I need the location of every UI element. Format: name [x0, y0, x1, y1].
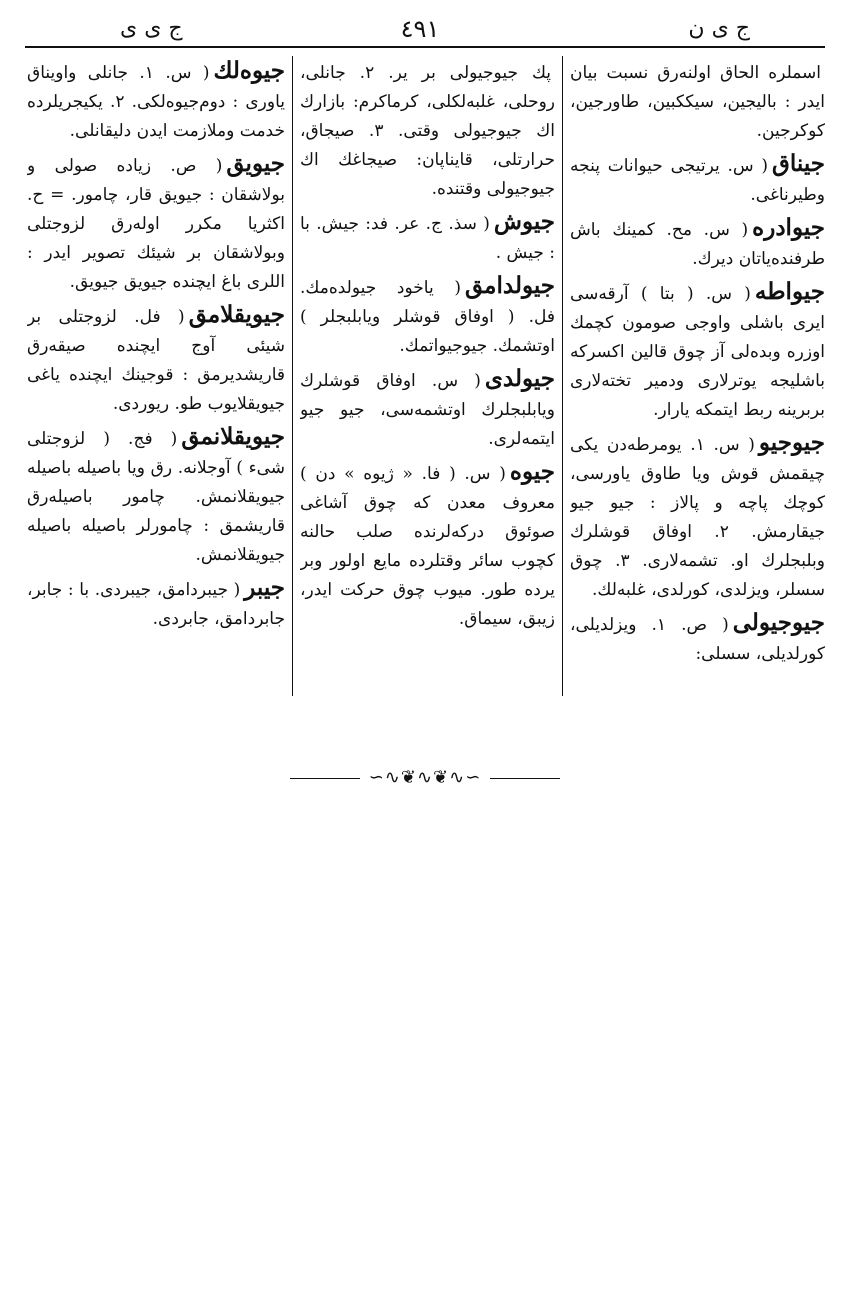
- definition: ( س. ۱. یومرطه‌دن یکی چیقمش قوش ویا طاوق یاورسی، کوچك پاچه و پالاز : جیو جیو جیقارمش. ۲. اوفاق قوشلرك وبلبجلرك او. تشمه‌لاری. ۳. چوق سسلر، ویزلدی، کورلدی، غلبه‌لك.: [570, 435, 825, 600]
- definition: ( س. ( فا. « ژیوه » دن ) معروف معدن که چوق آشاغی صوئوق درکه‌لرنده صلب حالنه کچوب سائر وقتلرده مایع اولور وبر یرده طور. میوب چوق حرکت ایدر، زیبق، سیماق.: [300, 464, 555, 629]
- definition: ( ص. زیاده صولی و بولاشقان : جیویق قار، چامور. = ح. اکثریا مکرر اوله‌رق لزوجتلی وبولاشقان بر شیئك تصویر ایدر : اللری باغ ایچنده جیویق جیویق.: [27, 156, 285, 292]
- definition: ( س. ۱. جانلی واویناق یاوری : دوم‌جیوه‌لکی. ۲. یکیجریلرده خدمت وملازمت ایدن دلیقانلی.: [27, 63, 285, 141]
- definition: ( سذ. ج. عر. فد: جیش. با : جیش .: [300, 214, 555, 263]
- ornament-flourish-icon: ∽∿❦∿❦∿∽: [368, 767, 482, 788]
- entry: [570, 213, 825, 274]
- column-divider: [292, 56, 293, 696]
- entry: [570, 277, 825, 425]
- definition: ( س. یرتیجی حیوانات پنجه وطیرناغی.: [570, 156, 825, 205]
- end-ornament: [290, 766, 560, 792]
- headword: جیوجیولی: [732, 609, 825, 636]
- headword: جیناق: [772, 150, 825, 177]
- headword: جیوادره: [752, 214, 825, 241]
- headword: جیولدامق: [464, 272, 555, 299]
- definition: ( ص. ۱. ویزلدیلی، کورلدیلی، سسلی:: [570, 615, 825, 664]
- headword: جیوش: [493, 208, 555, 235]
- definition: ( س. ( بتا ) آرقه‌سی ایری باشلی واوجی صومون کچمك اوزره وبده‌لی آز چوق قالین اکسرکه باشلیجه یوترلاری ودمیر تخته‌لاری بربرینه ربط ایتمکه یارار.: [570, 284, 825, 420]
- entry: [300, 364, 555, 454]
- definition: ( یاخود جیولده‌مك. فل. ( اوفاق قوشلر ویابلبجلر ) اوتشمك. جیوجیواتمك.: [300, 278, 555, 356]
- entry: [570, 149, 825, 210]
- ornament-line: [290, 778, 360, 779]
- headword: جیویقلامق: [188, 301, 285, 328]
- definition: ( فل. لزوجتلی بر شیئی آوج ایچنده صیقه‌رق قاریشدیرمق : قوجینك ایچنده یاغی جیویقلایوب طو. ریوردی.: [27, 307, 285, 414]
- headword: جیویق: [226, 150, 285, 177]
- definition: ( س. اوفاق قوشلرك ویابلبجلرك اوتشمه‌سی، جیو جیو ایتمه‌لری.: [300, 371, 555, 449]
- headword: جیوه‌لك: [213, 57, 285, 84]
- column-divider: [562, 56, 563, 696]
- headword: جیواطه: [754, 278, 825, 305]
- entry: [27, 422, 285, 570]
- entry: [300, 271, 555, 361]
- column-right: [570, 56, 825, 696]
- entry: [300, 457, 555, 634]
- definition: ( س. مح. کمینك باش طرفنده‌یاتان دیرك.: [570, 220, 825, 269]
- header-rule: [25, 46, 825, 48]
- ornament-line: [490, 778, 560, 779]
- columns: [25, 56, 825, 696]
- entry: [300, 56, 555, 204]
- entry: [300, 207, 555, 268]
- headword: جیویقلانمق: [181, 423, 285, 450]
- entry: [570, 56, 825, 146]
- headword: جیوجیو: [758, 429, 825, 456]
- page-number: ٤٩١: [400, 15, 440, 43]
- column-middle: [300, 56, 555, 696]
- header-left-letters: ج ی ی: [120, 16, 183, 41]
- entry: [27, 149, 285, 297]
- header-right-letters: ج ی ن: [688, 16, 750, 41]
- definition: پك جیوجیولی بر یر. ۲. جانلی، روحلی، غلبه‌لکلی، کرماکرم: بازارك اك جیوجیولی وقتی. ۳. صیجاق، حرارتلی، قایناپان: صیجاغك اك جیوجیولی وقتنده.: [300, 63, 555, 199]
- entry: [27, 573, 285, 634]
- headword: جیولدی: [484, 365, 555, 392]
- page-header: [30, 14, 810, 46]
- entry: [570, 428, 825, 605]
- column-left: [27, 56, 285, 696]
- headword: جیوه: [509, 458, 555, 485]
- definition: ( جیبردامق، جیبردی. با : جابر، جابردامق، جابردی.: [27, 580, 285, 629]
- headword: جیبر: [244, 574, 285, 601]
- definition: اسملره الحاق اولنه‌رق نسبت بیان ایدر : بالیجین، سیککبین، طاورجین، کوکرجین.: [570, 63, 825, 141]
- entry: [27, 56, 285, 146]
- definition: ( فج. ( لزوجتلی شیء ) آوجلانه. رق ویا باصیله باصیله جیویقلانمش. چامور باصیله‌رق قاریشمق : چامورلر باصیله باصیله جیویقلانمش.: [27, 429, 285, 565]
- entry: [570, 608, 825, 669]
- entry: [27, 300, 285, 419]
